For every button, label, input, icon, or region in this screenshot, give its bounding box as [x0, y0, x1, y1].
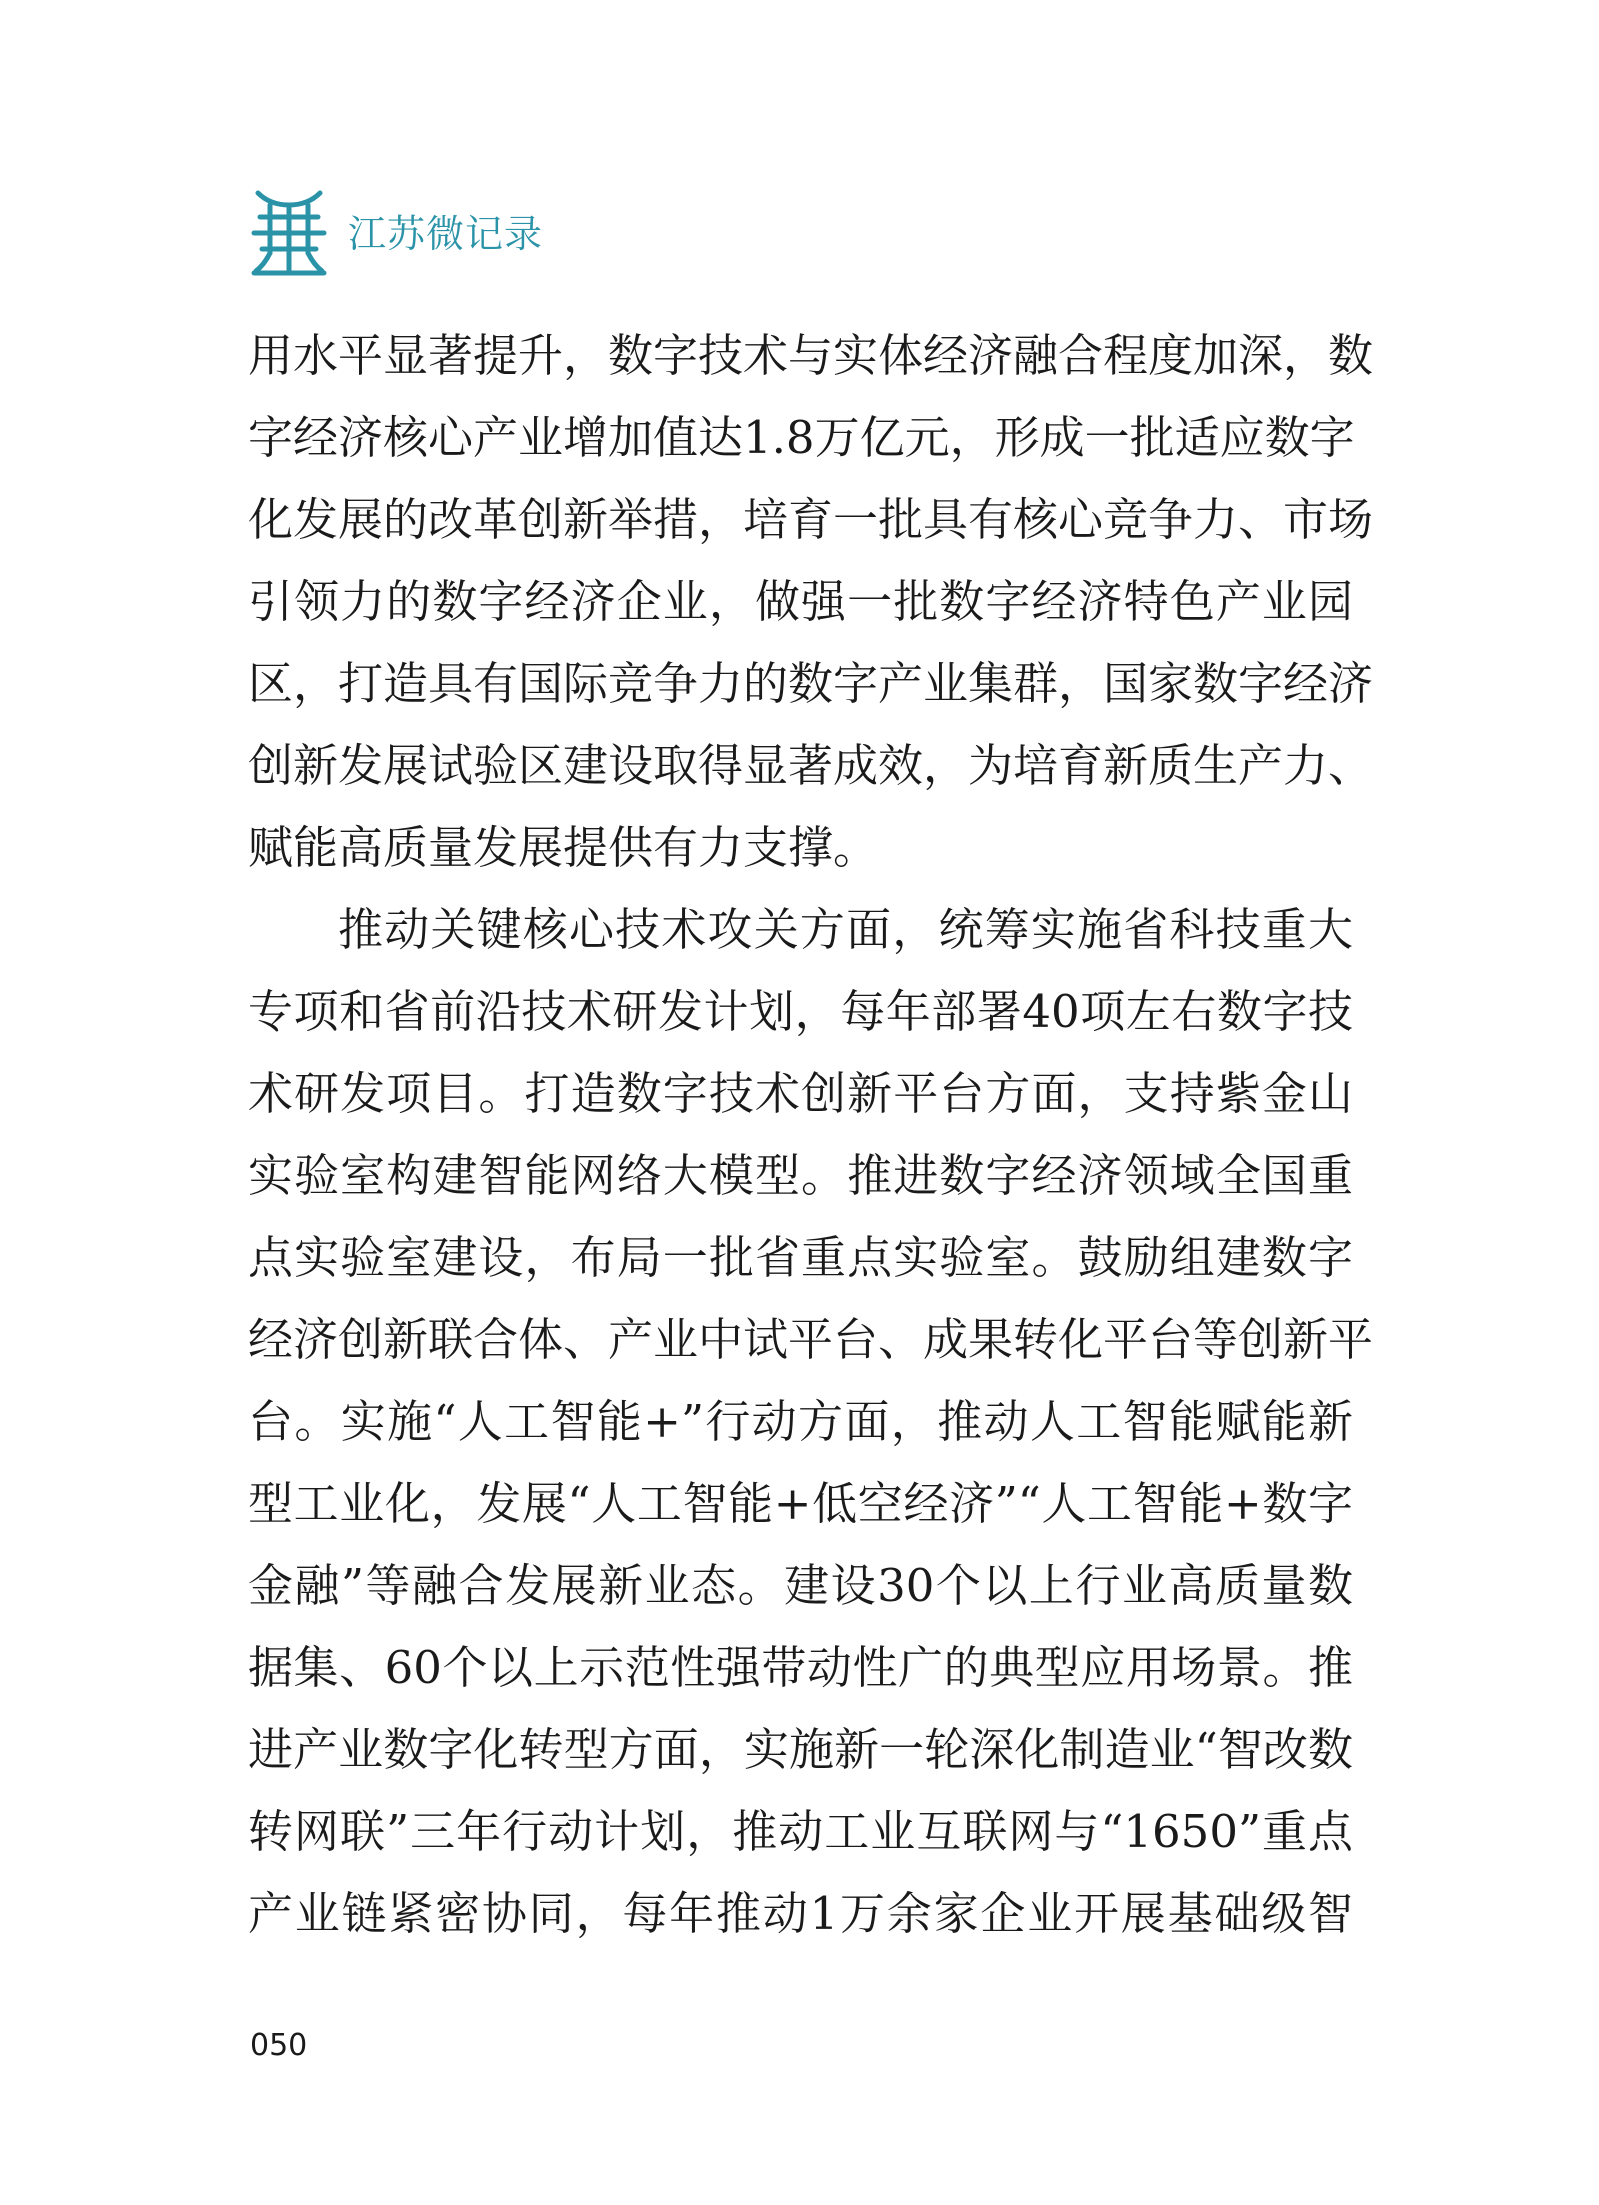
text-line: 实验室构建智能网络大模型。推进数字经济领域全国重 — [248, 1149, 1353, 1202]
text-line: 术研发项目。打造数字技术创新平台方面，支持紫金山 — [248, 1067, 1353, 1120]
body-text — [248, 315, 1374, 1955]
page-number: 050 — [250, 2028, 308, 2063]
page-header — [250, 183, 543, 278]
text-line: 区，打造具有国际竞争力的数字产业集群，国家数字经济 — [248, 657, 1374, 710]
text-line: 专项和省前沿技术研发计划，每年部署40项左右数字技 — [248, 985, 1353, 1038]
text-line: 进产业数字化转型方面，实施新一轮深化制造业“智改数 — [248, 1723, 1353, 1776]
text-line: 用水平显著提升，数字技术与实体经济融合程度加深，数 — [248, 329, 1374, 382]
text-line: 据集、60个以上示范性强带动性广的典型应用场景。推 — [248, 1641, 1353, 1694]
text-line: 字经济核心产业增加值达1.8万亿元，形成一批适应数字 — [248, 411, 1355, 464]
header-title: 江苏微记录 — [348, 211, 544, 256]
text-line: 型工业化，发展“人工智能+低空经济”“人工智能+数字 — [248, 1477, 1353, 1530]
paragraph-1 — [248, 315, 1374, 889]
text-line: 推动关键核心技术攻关方面，统筹实施省科技重大 — [338, 903, 1353, 956]
text-line: 经济创新联合体、产业中试平台、成果转化平台等创新平 — [248, 1313, 1374, 1366]
text-line: 化发展的改革创新举措，培育一批具有核心竞争力、市场 — [248, 493, 1374, 546]
text-line: 赋能高质量发展提供有力支撑。 — [248, 821, 879, 874]
text-line: 金融”等融合发展新业态。建设30个以上行业高质量数 — [248, 1559, 1353, 1612]
text-line: 引领力的数字经济企业，做强一批数字经济特色产业园 — [248, 575, 1353, 628]
jiangsu-gate-logo-icon — [250, 183, 328, 278]
text-line: 点实验室建设，布局一批省重点实验室。鼓励组建数字 — [248, 1231, 1353, 1284]
paragraph-2 — [248, 889, 1374, 1955]
text-line: 创新发展试验区建设取得显著成效，为培育新质生产力、 — [248, 739, 1374, 792]
text-line: 转网联”三年行动计划，推动工业互联网与“1650”重点 — [248, 1805, 1353, 1858]
text-line: 台。实施“人工智能+”行动方面，推动人工智能赋能新 — [248, 1395, 1353, 1448]
text-line: 产业链紧密协同，每年推动1万余家企业开展基础级智 — [248, 1887, 1353, 1940]
